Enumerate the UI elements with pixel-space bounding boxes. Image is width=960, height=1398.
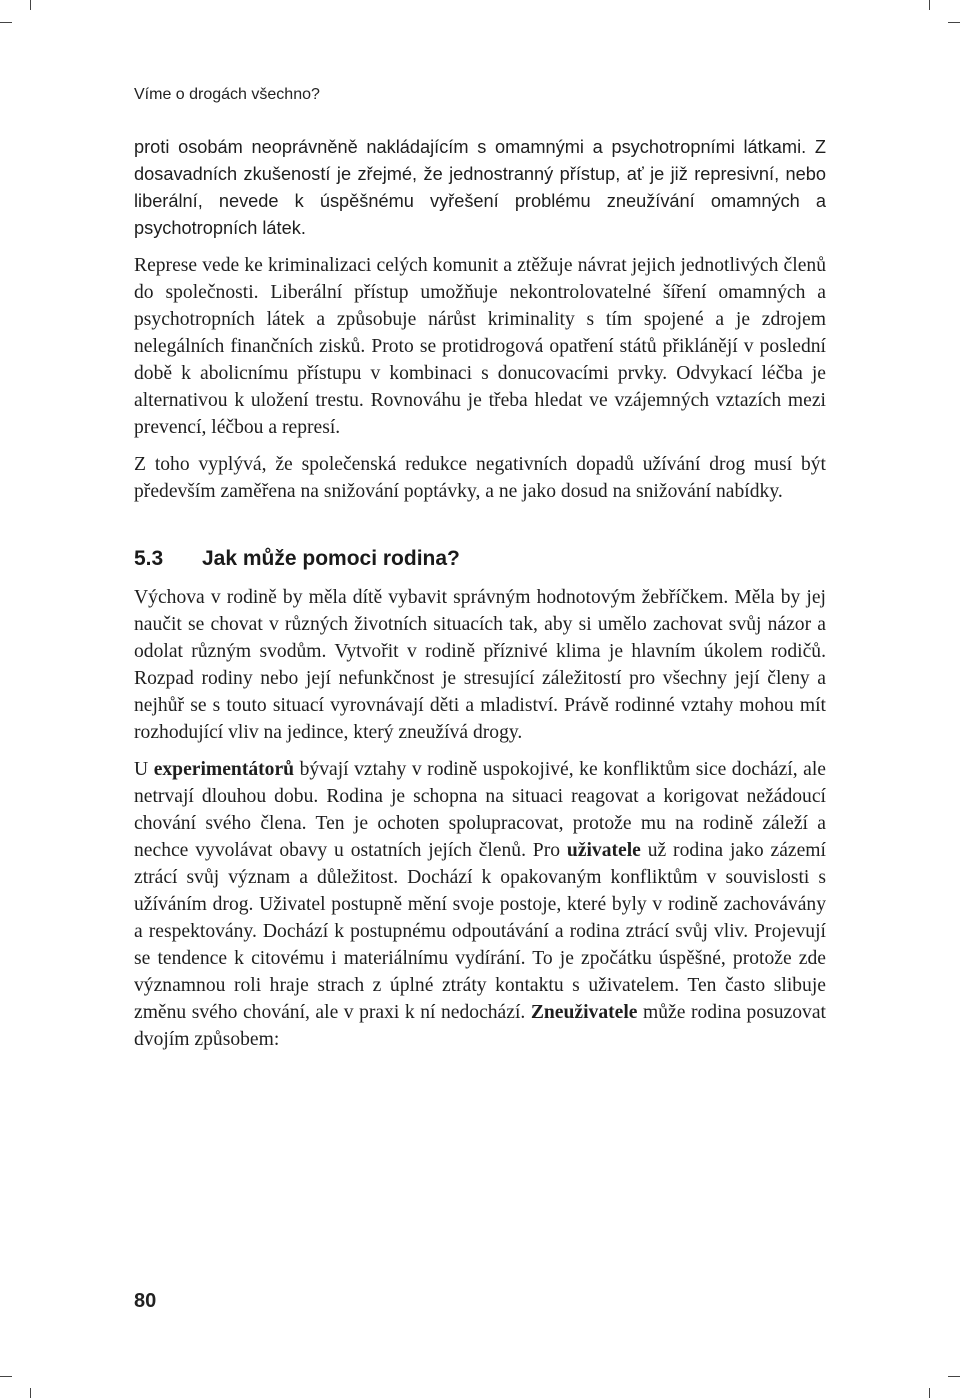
text-run: už rodina jako zázemí ztrácí svůj význam a důležitost. Dochází k opakovaným konfliktům v souvislosti s užíváním drog. Uživatel postupně mění svoje postoje, které byly v rodině zachovávány a respektovány. Dochází k postupnému odpoutávání a rodina ztrácí svůj vliv. Projevují se tendence k citovému i materiálnímu vydírání. To je zpočátku úspěšné, protože zde významnou roli hraje strach z úplné ztráty kontaktu s uživatelem. Ten často slibuje změnu svého chování, ale v praxi k ní nedochází. bbox=[134, 840, 826, 1023]
crop-mark-bottom-right-h bbox=[948, 1376, 960, 1377]
crop-mark-top-right-v bbox=[929, 0, 930, 10]
text-run: U bbox=[134, 759, 154, 780]
running-header: Víme o drogách všechno? bbox=[134, 86, 320, 103]
crop-mark-top-left-v bbox=[30, 0, 31, 10]
text-run: bývají vztahy v rodině uspokojivé, ke konfliktům sice dochází, ale netrvají dlouhou dobu. Rodina je schopna na situaci reagovat a korigovat nežádoucí chování svého člena. Ten je ochoten spolupracovat, protože mu na rodině záleží a nechce vyvolávat obavy u ostatních jejích členů. Pro bbox=[134, 759, 826, 861]
page-number: 80 bbox=[134, 1290, 157, 1312]
paragraph-4: Výchova v rodině by měla dítě vybavit správným hodnotovým žebříčkem. Měla by jej naučit se chovat v různých životních situacích tak, aby si umělo zachovat svůj názor a odolat různým svodům. Vytvořit v rodině příznivé klima je hlavním úkolem rodičů. Rozpad rodiny nebo její nefunkčnost je stresující záležitostí pro všechny její členy a nejhůř se s touto situací vyrovnávají děti a mladiství. Právě rodinné vztahy mohou mít rozhodující vliv na jedince, který zneužívá drogy. bbox=[134, 587, 826, 743]
section-title: Jak může pomoci rodina? bbox=[202, 547, 460, 570]
paragraph-2: Represe vede ke kriminalizaci celých komunit a ztěžuje návrat jejich jednotlivých členů do společnosti. Liberální přístup umožňuje nekontrolovatelné šíření omamných a psychotropních látek a způsobuje nárůst kriminality s tím spojené a je zdrojem nelegálních finančních zisků. Proto se protidrogová opatření států přiklánějí v poslední době k abolicnímu přístupu v kombinaci s donucovacími prvky. Odvykací léčba je alternativou k uložení trestu. Rovnováhu je třeba hledat ve vzájemných vztazích mezi prevencí, léčbou a represí. bbox=[134, 255, 826, 438]
crop-mark-bottom-left-h bbox=[0, 1376, 12, 1377]
crop-mark-bottom-left-v bbox=[30, 1388, 31, 1398]
term-uzivatele: uživatele bbox=[566, 840, 641, 861]
section-number: 5.3 bbox=[134, 547, 164, 570]
term-zneuzivatele: Zneuživatele bbox=[530, 1002, 638, 1023]
text-run: může rodina posuzovat dvojím způsobem: bbox=[134, 1002, 826, 1050]
page-body bbox=[134, 134, 826, 1063]
section-heading bbox=[134, 545, 826, 572]
paragraph-3: Z toho vyplývá, že společenská redukce negativních dopadů užívání drog musí být především zaměřena na snižování poptávky, a ne jako dosud na snižování nabídky. bbox=[134, 454, 826, 502]
crop-mark-top-left-h bbox=[0, 22, 12, 23]
paragraph-1: proti osobám neoprávněně nakládajícím s omamnými a psychotropními látkami. Z dosavadních zkušeností je zřejmé, že jednostranný přístup, ať je již represivní, nebo liberální, nevede k úspěšnému vyřešení problému zneužívání omamných a psychotropních látek. bbox=[134, 137, 826, 238]
paragraph-5 bbox=[134, 756, 826, 1053]
crop-mark-bottom-right-v bbox=[929, 1388, 930, 1398]
crop-mark-top-right-h bbox=[948, 22, 960, 23]
term-experimentatori: experimentátorů bbox=[153, 759, 295, 780]
